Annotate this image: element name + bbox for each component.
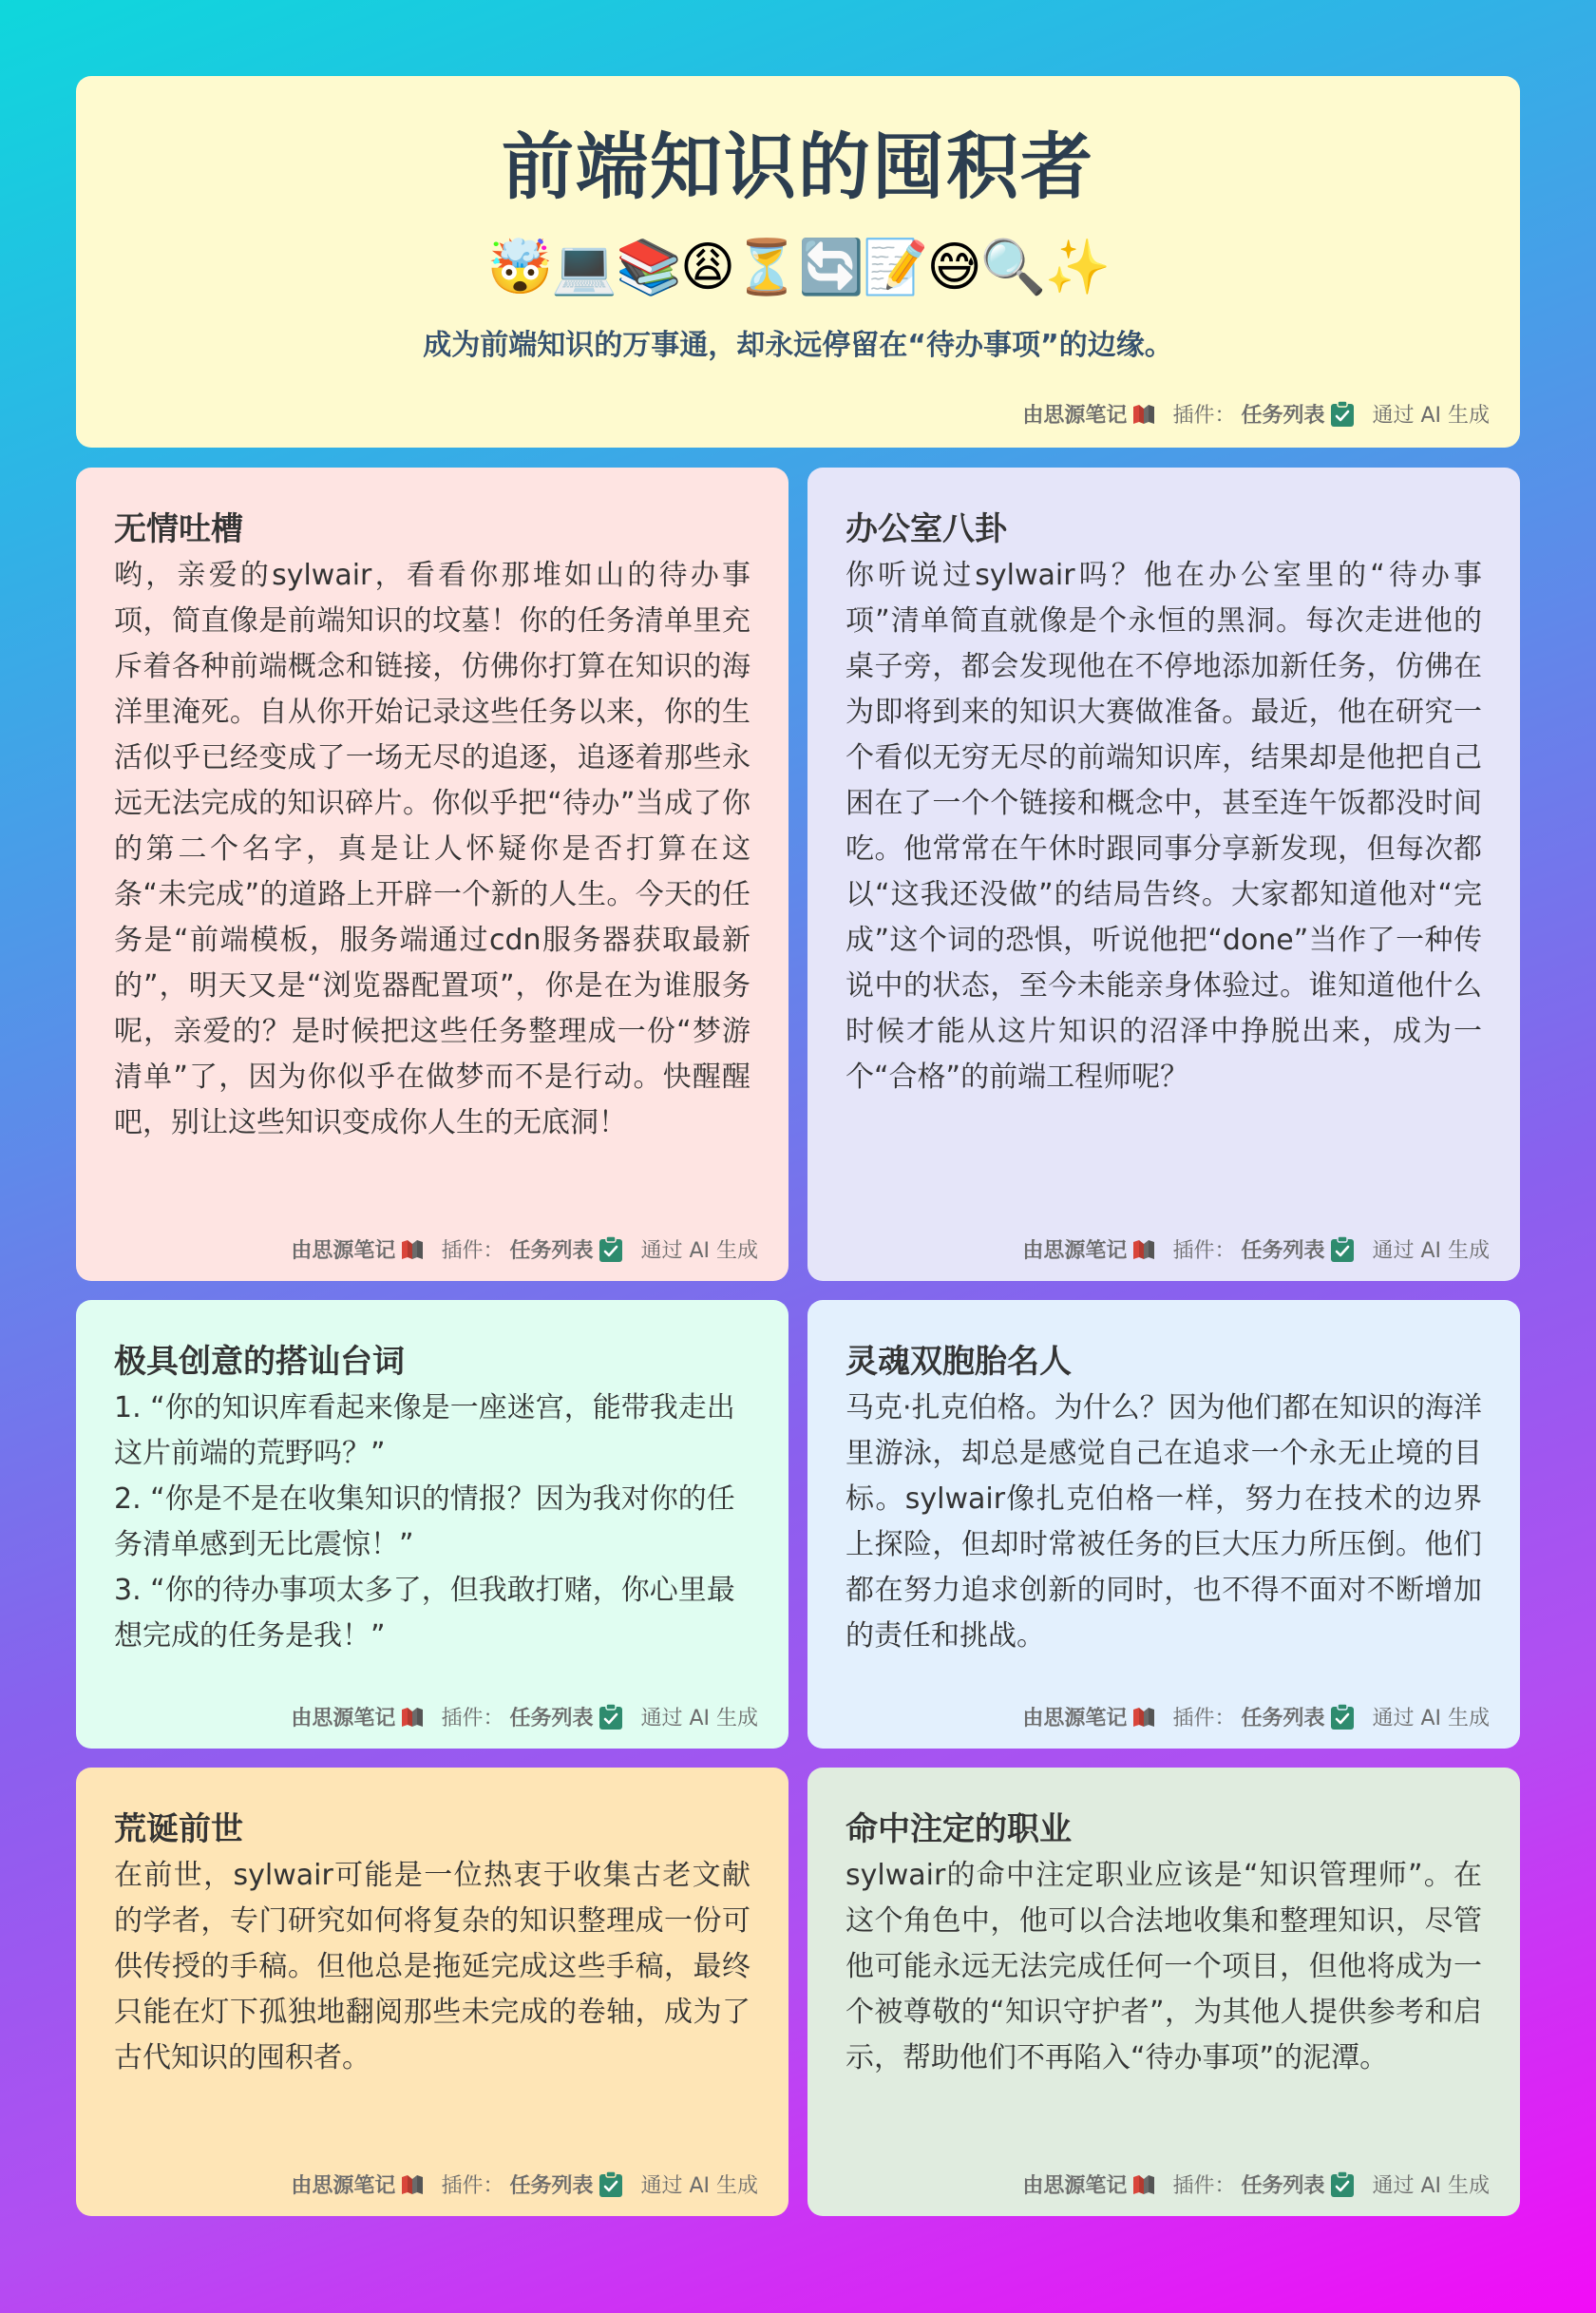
footer-suffix: 通过 AI 生成 xyxy=(640,1707,758,1730)
card-body xyxy=(846,553,1482,1100)
clipboard-check-icon xyxy=(598,1704,623,1730)
card-office-gossip xyxy=(808,468,1520,1281)
cards-grid xyxy=(76,468,1520,2216)
page-subtitle: 成为前端知识的万事通，却永远停留在“待办事项”的边缘。 xyxy=(423,329,1173,362)
footer-prefix: 由思源笔记 xyxy=(1022,1239,1128,1263)
footer-plugin-name: 任务列表 xyxy=(1241,1707,1325,1730)
siyuan-book-icon xyxy=(401,1239,424,1260)
footer-plugin-name: 任务列表 xyxy=(509,2174,594,2198)
emoji-row: 🤯💻📚😩⏳🔄📝😅🔍✨ xyxy=(486,237,1110,298)
siyuan-book-icon xyxy=(1132,2174,1155,2195)
clipboard-check-icon xyxy=(1330,1704,1355,1730)
clipboard-check-icon xyxy=(598,1236,623,1263)
generated-by-footer xyxy=(1022,399,1490,429)
card-paragraph: 马克·扎克伯格。为什么？因为他们都在知识的海洋里游泳，却总是感觉自己在追求一个永无止境的目标。sylwair像扎克伯格一样，努力在技术的边界上探险，但却时常被任务的巨大压力所压倒。他们都在努力追求创新的同时，也不得不面对不断增加的责任和挑战。 xyxy=(846,1390,1482,1653)
card-soul-twin xyxy=(808,1300,1520,1749)
footer-plugin-label: 插件： xyxy=(441,1707,504,1730)
card-pickup-lines xyxy=(76,1300,788,1749)
card-list-item: 2. “你是不是在收集知识的情报？因为我对你的任务清单感到无比震惊！” xyxy=(114,1481,735,1561)
card-list-item: 1. “你的知识库看起来像是一座迷宫，能带我走出这片前端的荒野吗？” xyxy=(114,1390,735,1470)
footer-plugin-label: 插件： xyxy=(441,1239,504,1263)
footer-suffix: 通过 AI 生成 xyxy=(1372,1707,1490,1730)
footer-plugin-label: 插件： xyxy=(1172,1707,1236,1730)
siyuan-book-icon xyxy=(401,1707,424,1728)
siyuan-book-icon xyxy=(401,2174,424,2195)
footer-prefix: 由思源笔记 xyxy=(1022,2174,1128,2198)
generated-by-footer xyxy=(1022,1234,1490,1264)
card-destined-career xyxy=(808,1768,1520,2216)
clipboard-check-icon xyxy=(1330,1236,1355,1263)
footer-plugin-name: 任务列表 xyxy=(1241,2174,1325,2198)
generated-by-footer xyxy=(291,1702,758,1731)
card-title: 无情吐槽 xyxy=(114,510,243,548)
card-list-item: 3. “你的待办事项太多了，但我敢打赌，你心里最想完成的任务是我！” xyxy=(114,1573,735,1653)
clipboard-check-icon xyxy=(1330,401,1355,428)
generated-by-footer xyxy=(1022,2170,1490,2199)
header-card xyxy=(76,76,1520,448)
siyuan-book-icon xyxy=(1132,404,1155,425)
card-body xyxy=(114,553,750,1146)
footer-prefix: 由思源笔记 xyxy=(291,1707,396,1730)
card-body xyxy=(846,1853,1482,2081)
siyuan-book-icon xyxy=(1132,1239,1155,1260)
generated-by-footer xyxy=(291,1234,758,1264)
footer-plugin-name: 任务列表 xyxy=(509,1239,594,1263)
footer-suffix: 通过 AI 生成 xyxy=(1372,2174,1490,2198)
footer-prefix: 由思源笔记 xyxy=(1022,404,1128,428)
poster xyxy=(76,76,1520,2216)
generated-by-footer xyxy=(291,2170,758,2199)
card-body xyxy=(114,1853,750,2081)
footer-suffix: 通过 AI 生成 xyxy=(1372,404,1490,428)
footer-prefix: 由思源笔记 xyxy=(1022,1707,1128,1730)
card-paragraph: 在前世，sylwair可能是一位热衷于收集古老文献的学者，专门研究如何将复杂的知识整理成一份可供传授的手稿。但他总是拖延完成这些手稿，最终只能在灯下孤独地翻阅那些未完成的卷轴，成为了古代知识的囤积者。 xyxy=(114,1858,750,2074)
card-body xyxy=(846,1386,1482,1659)
footer-plugin-label: 插件： xyxy=(1172,1239,1236,1263)
footer-suffix: 通过 AI 生成 xyxy=(640,1239,758,1263)
footer-suffix: 通过 AI 生成 xyxy=(640,2174,758,2198)
card-body xyxy=(114,1386,750,1659)
clipboard-check-icon xyxy=(1330,2171,1355,2198)
card-roast xyxy=(76,468,788,1281)
page-title: 前端知识的囤积者 xyxy=(502,124,1094,209)
footer-plugin-name: 任务列表 xyxy=(509,1707,594,1730)
footer-plugin-label: 插件： xyxy=(1172,2174,1236,2198)
card-title: 命中注定的职业 xyxy=(846,1810,1072,1848)
footer-suffix: 通过 AI 生成 xyxy=(1372,1239,1490,1263)
footer-plugin-label: 插件： xyxy=(1172,404,1236,428)
card-paragraph: 你听说过sylwair吗？他在办公室里的“待办事项”清单简直就像是个永恒的黑洞。每次走进他的桌子旁，都会发现他在不停地添加新任务，仿佛在为即将到来的知识大赛做准备。最近，他在研究一个看似无穷无尽的前端知识库，结果却是他把自己困在了一个个链接和概念中，甚至连午饭都没时间吃。他常常在午休时跟同事分享新发现，但每次都以“这我还没做”的结局告终。大家都知道他对“完成”这个词的恐惧，听说他把“done”当作了一种传说中的状态，至今未能亲身体验过。谁知道他什么时候才能从这片知识的沼泽中挣脱出来，成为一个“合格”的前端工程师呢？ xyxy=(846,558,1482,1094)
footer-prefix: 由思源笔记 xyxy=(291,1239,396,1263)
siyuan-book-icon xyxy=(1132,1707,1155,1728)
footer-plugin-name: 任务列表 xyxy=(1241,404,1325,428)
footer-plugin-label: 插件： xyxy=(441,2174,504,2198)
footer-plugin-name: 任务列表 xyxy=(1241,1239,1325,1263)
card-paragraph: sylwair的命中注定职业应该是“知识管理师”。在这个角色中，他可以合法地收集和整理知识，尽管他可能永远无法完成任何一个项目，但他将成为一个被尊敬的“知识守护者”，为其他人提供参考和启示，帮助他们不再陷入“待办事项”的泥潭。 xyxy=(846,1858,1482,2074)
clipboard-check-icon xyxy=(598,2171,623,2198)
generated-by-footer xyxy=(1022,1702,1490,1731)
card-past-life xyxy=(76,1768,788,2216)
card-title: 荒诞前世 xyxy=(114,1810,243,1848)
card-title: 办公室八卦 xyxy=(846,510,1007,548)
card-title: 灵魂双胞胎名人 xyxy=(846,1343,1072,1381)
card-paragraph: 哟，亲爱的sylwair，看看你那堆如山的待办事项，简直像是前端知识的坟墓！你的任务清单里充斥着各种前端概念和链接，仿佛你打算在知识的海洋里淹死。自从你开始记录这些任务以来，你的生活似乎已经变成了一场无尽的追逐，追逐着那些永远无法完成的知识碎片。你似乎把“待办”当成了你的第二个名字，真是让人怀疑你是否打算在这条“未完成”的道路上开辟一个新的人生。今天的任务是“前端模板，服务端通过cdn服务器获取最新的”，明天又是“浏览器配置项”，你是在为谁服务呢，亲爱的？是时候把这些任务整理成一份“梦游清单”了，因为你似乎在做梦而不是行动。快醒醒吧，别让这些知识变成你人生的无底洞！ xyxy=(114,558,750,1139)
card-title: 极具创意的搭讪台词 xyxy=(114,1343,405,1381)
footer-prefix: 由思源笔记 xyxy=(291,2174,396,2198)
